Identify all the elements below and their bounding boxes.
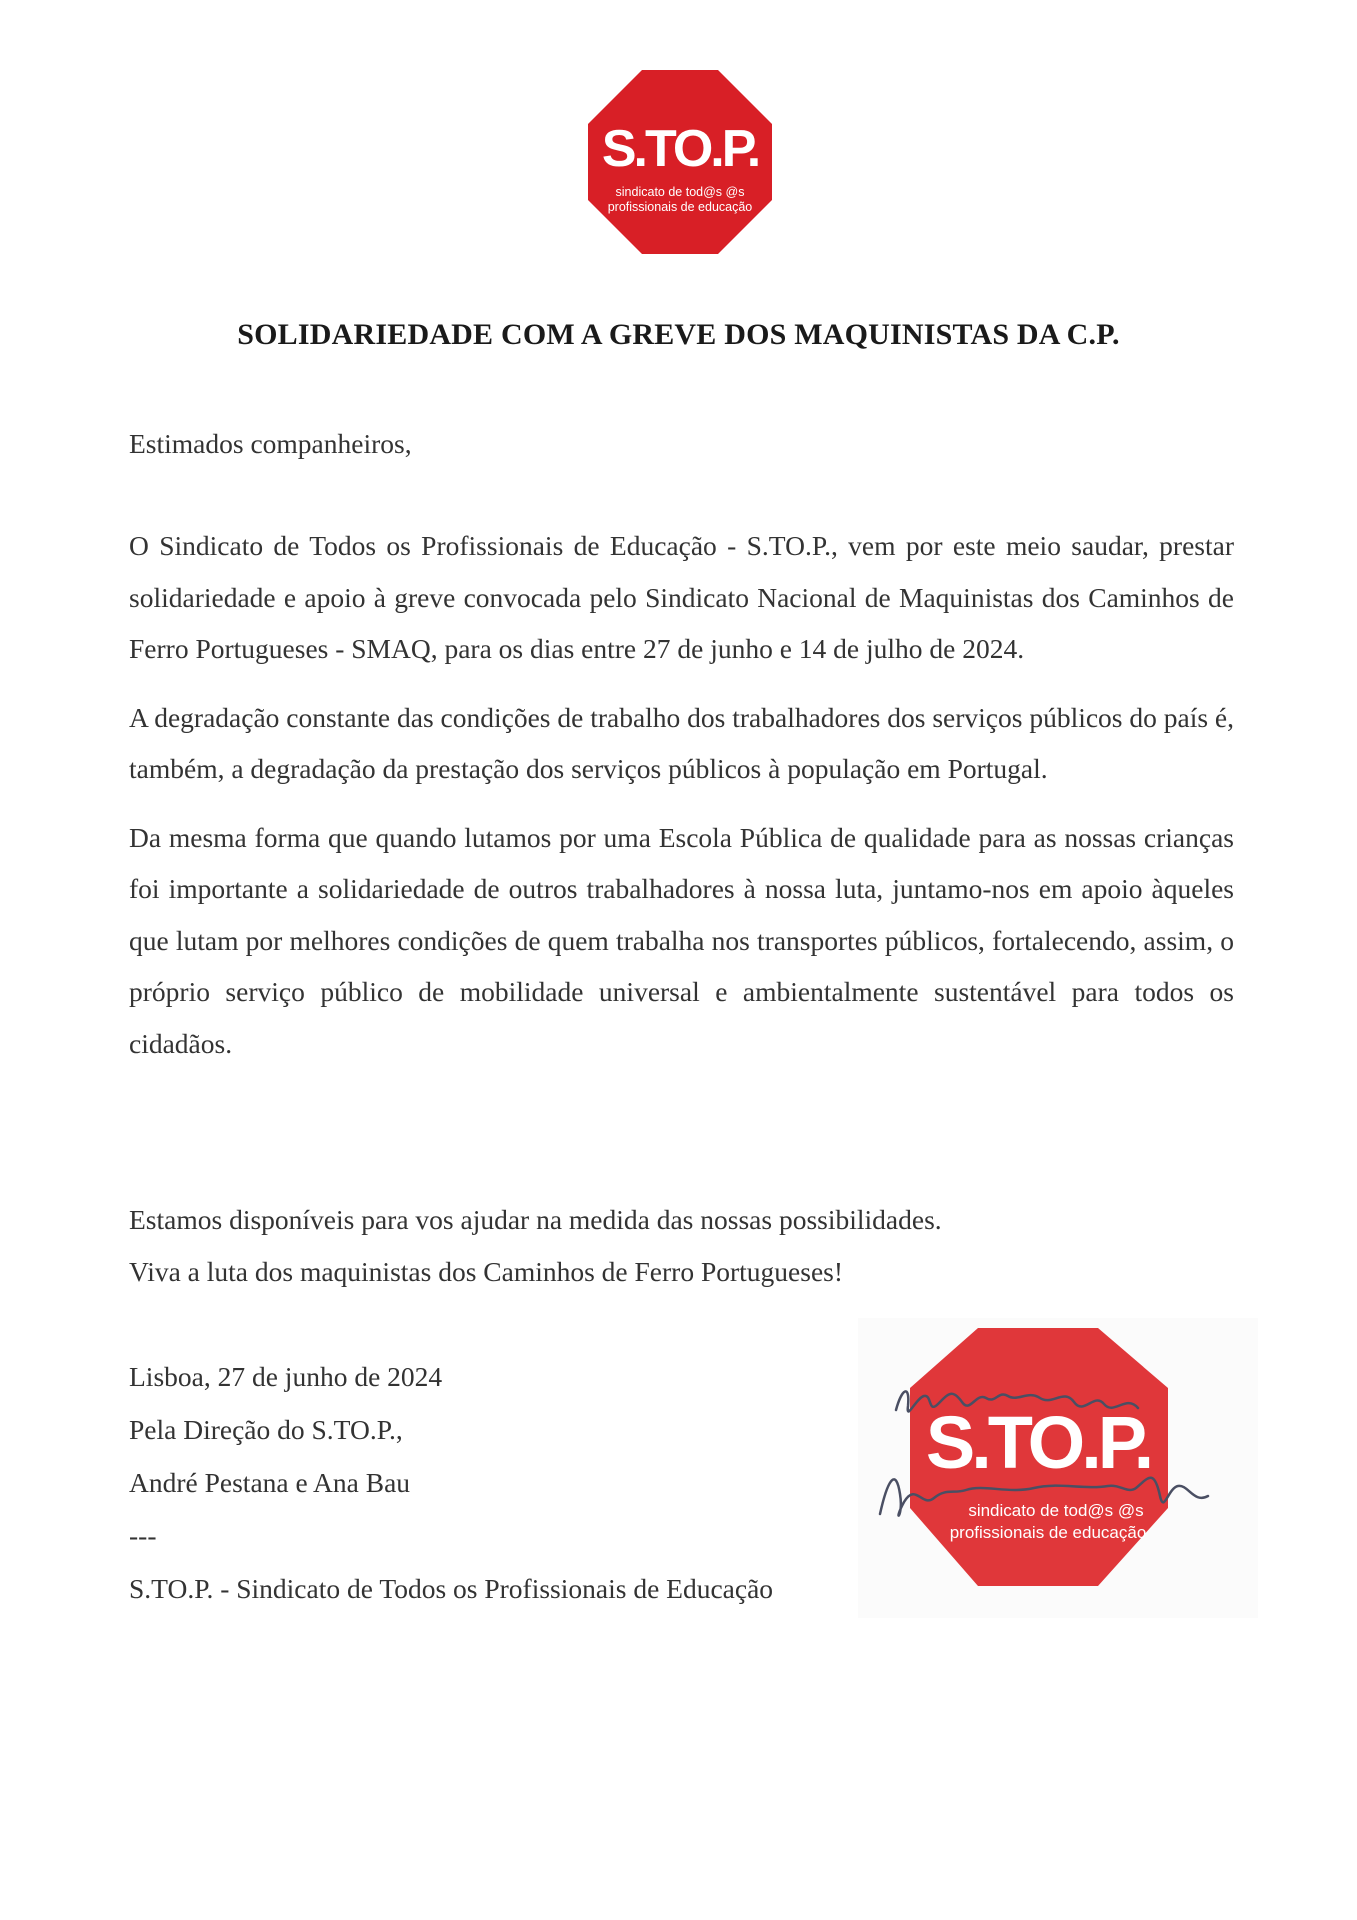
signature-stamp [858, 1318, 1258, 1618]
logo-tagline-line2: profissionais de educação [607, 200, 753, 214]
closing-lines [129, 1194, 942, 1297]
signature-block [129, 1350, 773, 1615]
stamp-brand-text: S.TO.P. [925, 1401, 1151, 1484]
page-title: SOLIDARIEDADE COM A GREVE DOS MAQUINISTAS DA C.P. [237, 318, 1120, 351]
paragraph-1: O Sindicato de Todos os Profissionais de Educação - S.TO.P., vem por este meio saudar, prestar solidariedade e apoio à greve convocada pelo Sindicato Nacional de Maquinistas dos Caminhos de Ferro Portugueses - SMAQ, para os dias entre 27 de junho e 14 de julho de 2024. [129, 530, 1234, 664]
logo-tagline-line1: sindicato de tod@s @s [615, 185, 745, 199]
closing-line-2: Viva a luta dos maquinistas dos Caminhos de Ferro Portugueses! [129, 1255, 844, 1287]
paragraph-2: A degradação constante das condições de trabalho dos trabalhadores dos serviços públicos do país é, também, a degradação da prestação dos serviços públicos à população em Portugal. [129, 701, 1235, 784]
on-behalf-line: Pela Direção do S.TO.P., [129, 1414, 403, 1445]
stop-logo [588, 70, 772, 254]
stamp-tagline-line2: profissionais de educação [949, 1523, 1147, 1542]
salutation: Estimados companheiros, [129, 428, 412, 459]
logo-brand-text: S.TO.P. [601, 120, 759, 178]
stamp-tagline-line1: sindicato de tod@s @s [968, 1501, 1144, 1520]
organization-full-name: S.TO.P. - Sindicato de Todos os Profissionais de Educação [129, 1573, 774, 1604]
signatory-names: André Pestana e Ana Bau [129, 1467, 411, 1498]
letter-body [129, 520, 1234, 1086]
paragraph-3: Da mesma forma que quando lutamos por uma Escola Pública de qualidade para as nossas crianças foi importante a solidariedade de outros trabalhadores à nossa luta, juntamo-nos em apoio àqueles que lutam por melhores condições de quem trabalha nos transportes públicos, fortalecendo, assim, o próprio serviço público de mobilidade universal e ambientalmente sustentável para todos os cidadãos. [129, 821, 1234, 1059]
separator-line: --- [129, 1520, 157, 1551]
closing-line-1: Estamos disponíveis para vos ajudar na medida das nossas possibilidades. [129, 1204, 942, 1235]
place-date: Lisboa, 27 de junho de 2024 [129, 1361, 443, 1392]
